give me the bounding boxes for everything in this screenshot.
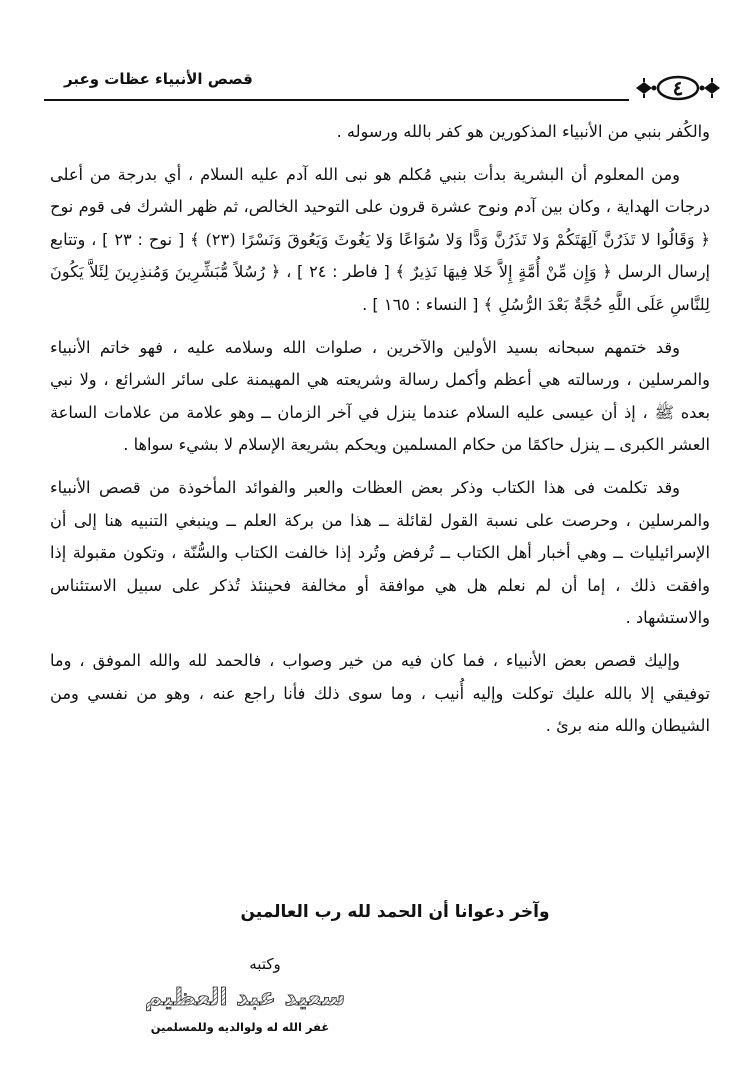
author-dua: غفر الله له ولوالديه وللمسلمين [150,1020,330,1034]
signoff: وكتبه [249,955,281,973]
body-text [50,116,710,743]
verse-reference: [ النساء : ١٦٥ ] [372,294,479,314]
page-header [44,68,724,108]
closing-line: وآخر دعوانا أن الحمد لله رب العالمين [240,902,550,922]
quran-verse: ﴿ وَقَالُوا لا تَذَرُنَّ آلِهَتَكُمْ وَلا تَذَرُنَّ وَدًّا وَلا سُوَاعًا وَلا يَغُوثَ وَيَعُوقَ وَنَسْرًا (٢٣) ﴾ [190,229,710,249]
paragraph-1: والكُفر بنبي من الأنبياء المذكورين هو كفر بالله ورسوله . [336,122,710,141]
paragraph-5: وإليك قصص بعض الأنبياء ، فما كان فيه من خير وصواب ، فالحمد لله والله الموفق ، وما توفيقي إلا بالله عليك توكلت وإليه أُنيب ، وما سوى ذلك فأنا راجع عنه ، وهو من نفسي ومن الشيطان والله منه برئ . [50,650,710,736]
p2-text-4: . [362,294,368,314]
paragraph-4: وقد تكلمت فى هذا الكتاب وذكر بعض العظات والعبر والفوائد المأخوذة من قصص الأنبياء والمرسلين ، وحرصت على نسبة القول لقائلة ــ هذا من بركة العلم ــ وينبغي التنبيه هنا إلى أن الإسرائيليات ــ وهي أخبار أهل الكتاب ــ تُرفض وتُرد إذا خالفت الكتاب والسُّنّة ، وتكون مقبولة إذا وافقت ذلك ، إما أن لم نعلم هل هي موافقة أو مخالفة فحينئذ تُذكر على سبيل الاستئناس والاستشهاد . [50,477,710,628]
quran-verse: ﴿ وَإِن مِّنْ أُمَّةٍ إِلاَّ خَلا فِيهَا نَذِيرٌ ﴾ [395,262,612,282]
author-signature [144,978,346,1016]
running-title: قصص الأنبياء عظات وعبر [64,70,253,88]
signature-icon [144,978,346,1016]
quran-verse: ﴿ رُسُلاً مُّبَشِّرِينَ وَمُنذِرِينَ لِئَلاَّ يَكُونَ لِلنَّاسِ عَلَى اللَّهِ حُجَّةٌ بَعْدَ الرُّسُلِ ﴾ [50,262,710,314]
verse-reference: [ فاطر : ٢٤ ] [297,262,390,282]
p2-text-1: ومن المعلوم أن البشرية بدأت بنبي مُكلم هو نبى الله آدم عليه السلام ، أي بدرجة من أعلى درجات الهداية ، وكان بين آدم ونوح عشرة قرون على التوحيد الخالص، ثم ظهر الشرك فى قوم نوح [50,164,710,217]
paragraph-3: وقد ختمهم سبحانه بسيد الأولين والآخرين ، صلوات الله وسلامه عليه ، فهو خاتم الأنبياء والمرسلين ، ورسالته هي أعظم وأكمل رسالة وشريعته هي المهيمنة على سائر الشرائع ، ولا نبي بعده ﷺ ، إذ أن عيسى عليه السلام عندما ينزل في آخر الزمان ــ وهو علامة من علامات الساعة العشر الكبرى ــ ينزل حاكمًا من حكام المسلمين ويحكم بشريعة الإسلام لا بشيء سواها . [50,337,710,455]
p2-text-2: ، وتتابع إرسال الرسل [50,229,711,282]
p2-text-3: ، [286,262,292,282]
header-rule [44,99,629,101]
page-number: ٤ [672,76,684,100]
page-number-ornament [632,74,724,102]
paragraph-2 [50,159,710,322]
svg-text:سعيد عبد العظيم: سعيد عبد العظيم [144,983,346,1011]
verse-reference: [ نوح : ٢٣ ] [102,229,185,249]
